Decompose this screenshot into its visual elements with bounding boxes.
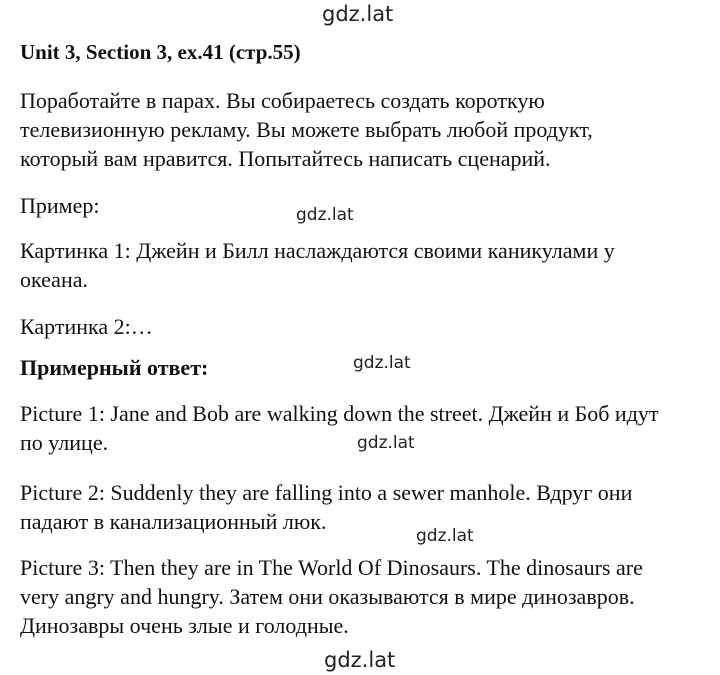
example-item-2 [20,312,700,341]
task-line: телевизионную рекламу. Вы можете выбрать любой продукт, [20,117,593,142]
answer-line: Picture 2: Suddenly they are falling into a sewer manhole. Вдруг они [20,480,633,505]
watermark-top: gdz.lat [322,2,394,26]
example-line: океана. [20,267,88,292]
answer-line: Picture 3: Then they are in The World Of Dinosaurs. The dinosaurs are [20,555,643,580]
example-line: Картинка 1: Джейн и Билл наслаждаются своими каникулами у [20,238,615,263]
task-line: Поработайте в парах. Вы собираетесь создать короткую [20,88,545,113]
answer-picture-2 [20,478,700,536]
watermark: gdz.lat [357,433,415,453]
answer-picture-3 [20,553,700,640]
watermark: gdz.lat [416,526,474,546]
watermark: gdz.lat [296,205,354,225]
exercise-title: Unit 3, Section 3, ex.41 (стр.55) [20,40,301,64]
answer-line: падают в канализационный люк. [20,509,327,534]
task-line: который вам нравится. Попытайтесь написать сценарий. [20,146,551,171]
example-label: Пример: [20,193,100,218]
example-line: Картинка 2:… [20,314,153,339]
answer-line: Picture 1: Jane and Bob are walking down the street. Джейн и Боб идут [20,401,659,426]
answer-line: very angry and hungry. Затем они оказываются в мире динозавров. [20,584,635,609]
watermark-bottom: gdz.lat [324,648,396,672]
answer-line: Динозавры очень злые и голодные. [20,613,349,638]
task-text [20,86,700,173]
answer-line: по улице. [20,430,109,455]
answer-label: Примерный ответ: [20,355,209,380]
example-item-1 [20,236,700,294]
watermark: gdz.lat [353,353,411,373]
